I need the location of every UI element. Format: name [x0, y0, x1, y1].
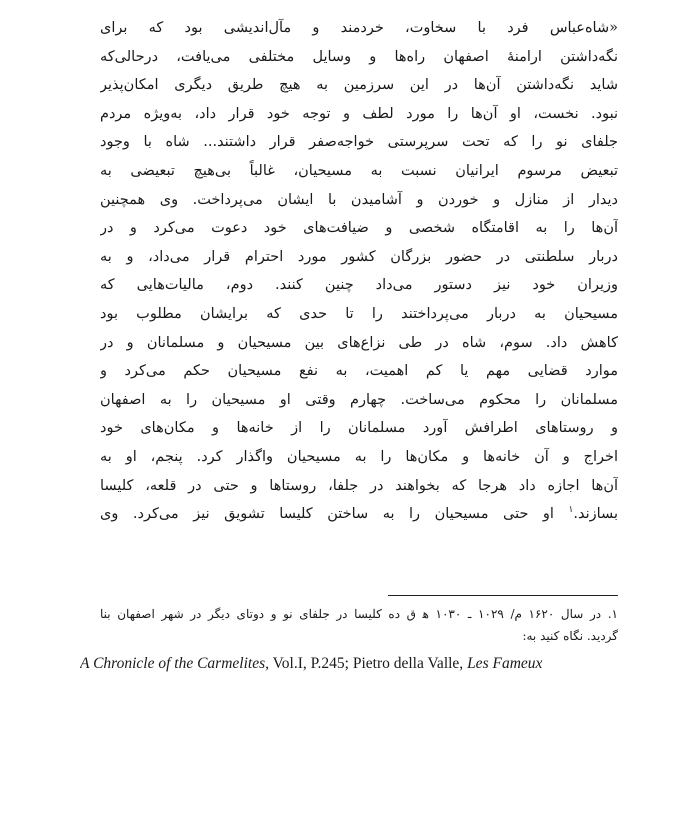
bibliographic-citation: [80, 655, 620, 673]
footnote-reference: ۱: [568, 505, 574, 516]
body-line: و روستاهای اطرافش آورد مسلمانان را از خانه‌ها و مکان‌های خود: [100, 420, 618, 437]
body-line: مسلمانان را محکوم می‌ساخت. چهارم وقتی او مسیحیان را به اصفهان: [100, 391, 618, 408]
body-line: شاید نگه‌داشتن آن‌ها در این سرزمین به هیچ طریق دیگری امکان‌پذیر: [100, 77, 618, 94]
footnote-divider: [388, 595, 618, 596]
body-line: دیدار از منازل و خوردن و آشامیدن با ایشان می‌پرداخت. وی همچنین: [100, 191, 618, 208]
citation-details: Vol.I, P.245; Pietro della Valle,: [269, 655, 468, 672]
body-line-fragment: او حتی مسیحیان را به ساختن کلیسا تشویق نیز می‌کرد. وی: [100, 506, 554, 523]
footnote-line: گردید. نگاه کنید به:: [522, 629, 618, 643]
body-line: «شاه‌عباس فرد با سخاوت، خردمند و مآل‌اندیشی بود که برای: [100, 20, 618, 36]
footnote-line: ۱. در سال ۱۶۲۰ م/ ۱۰۲۹ ـ ۱۰۳۰ ﻫ ق ده کلیسا در جلفای نو و دوتای دیگر در شهر اصفهان بنا: [100, 607, 618, 621]
body-line: جلفای نو را که تحت سرپرستی خواجه‌صفر قرار داشتند... شاه با وجود: [100, 134, 618, 151]
body-line: آن‌ها اجازه داد هرجا که بخواهند در جلفا، روستاها و حتی در قلعه، کلیسا: [100, 477, 618, 494]
body-line: اخراج و آن خانه‌ها و مکان‌ها را به مسیحیان واگذار کرد. پنجم، او به: [100, 448, 618, 465]
citation-title-secondary: Les Fameux: [467, 655, 543, 672]
body-line: دربار سلطنتی در حضور بزرگان کشور مورد احترام قرار می‌داد، و به: [100, 248, 618, 265]
body-line: موارد قضایی مهم یا کم اهمیت، به نفع مسیحیان حکم می‌کرد و: [100, 363, 618, 380]
body-line: کاهش داد. سوم، شاه در طی نزاع‌های بین مسیحیان و مسلمانان و در: [100, 334, 618, 351]
body-line: آن‌ها را به اقامتگاه شخصی و ضیافت‌های خود دعوت می‌کرد و در: [100, 220, 618, 237]
body-line: نگه‌داشتن ارامنهٔ اصفهان راه‌ها و وسایل مختلفی می‌یافت، درحالی‌که: [100, 48, 618, 65]
citation-title: A Chronicle of the Carmelites,: [80, 655, 269, 672]
body-paragraph: [100, 14, 618, 529]
body-line: وزیران خود نیز دستور می‌داد چنین کنند. دوم، مالیات‌هایی که: [100, 277, 618, 294]
body-line: مسیحیان به دربار می‌پرداختند را تا حدی که برایشان مطلوب بود: [100, 305, 618, 322]
body-line: نبود. نخست، او آن‌ها را مورد لطف و توجه خود قرار داد، به‌ویژه مردم: [100, 105, 618, 122]
footnote: [100, 603, 618, 647]
body-line-fragment: بسازند.: [573, 506, 618, 523]
body-line-final: [100, 500, 618, 529]
body-line: تبعیض مرسوم ایرانیان نسبت به مسیحیان، غالباً بی‌هیچ تبعیضی به: [100, 162, 618, 179]
